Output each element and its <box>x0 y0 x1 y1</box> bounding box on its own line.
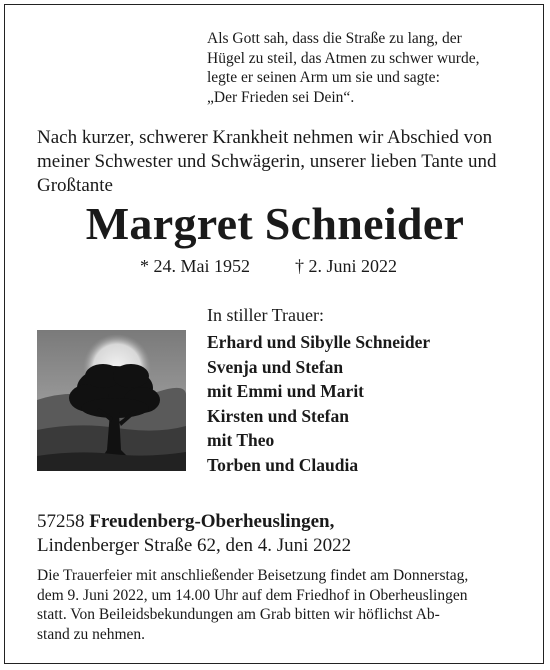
mourner-line: mit Theo <box>207 430 275 450</box>
postcode: 57258 <box>37 511 85 532</box>
life-dates <box>140 255 440 277</box>
place: Freudenberg-Oberheuslingen, <box>89 511 335 532</box>
poem-line: legte er seinen Arm um sie und sagte: <box>207 69 440 86</box>
notice-line: Die Trauerfeier mit anschließender Beisetzung findet am Donnerstag, <box>37 567 469 584</box>
address <box>37 510 507 558</box>
poem <box>207 29 507 107</box>
mourner-line: mit Emmi und Marit <box>207 381 365 401</box>
death-date: † 2. Juni 2022 <box>295 256 398 276</box>
deceased-name: Margret Schneider <box>85 198 465 249</box>
mourner-line: Torben und Claudia <box>207 454 359 475</box>
intro-line: Nach kurzer, schwerer Krankheit nehmen wir Abschied von <box>37 127 493 148</box>
intro-line: meiner Schwester und Schwägerin, unserer lieben Tante und <box>37 151 497 172</box>
notice-line: statt. Von Beileidsbekundungen am Grab bitten wir höflichst Ab- <box>37 606 440 623</box>
birth-date: * 24. Mai 1952 <box>140 256 250 276</box>
poem-line: Hügel zu steil, das Atmen zu schwer wurde, <box>207 49 480 67</box>
notice-line: dem 9. Juni 2022, um 14.00 Uhr auf dem Friedhof in Oberheuslingen <box>37 586 468 604</box>
notice-line: stand zu nehmen. <box>37 625 146 643</box>
mourner-group <box>207 355 527 404</box>
mourning-label: In stiller Trauer: <box>207 305 324 325</box>
mourner-group <box>207 330 527 355</box>
mourner-group <box>207 404 527 453</box>
poem-line: Als Gott sah, dass die Straße zu lang, der <box>207 30 462 47</box>
intro-line: Großtante <box>37 175 113 196</box>
street-and-date: Lindenberger Straße 62, den 4. Juni 2022 <box>37 535 352 556</box>
mourner-group <box>207 453 527 478</box>
mourner-line: Svenja und Stefan <box>207 356 344 377</box>
address-line-1 <box>37 510 507 534</box>
tree-silhouette-icon <box>37 330 186 471</box>
mourners-list <box>207 330 527 477</box>
intro-text <box>37 126 522 198</box>
poem-line: „Der Frieden sei Dein“. <box>207 88 355 106</box>
mourner-line: Erhard und Sibylle Schneider <box>207 332 431 352</box>
funeral-notice <box>37 566 515 644</box>
mourner-line: Kirsten und Stefan <box>207 405 349 426</box>
